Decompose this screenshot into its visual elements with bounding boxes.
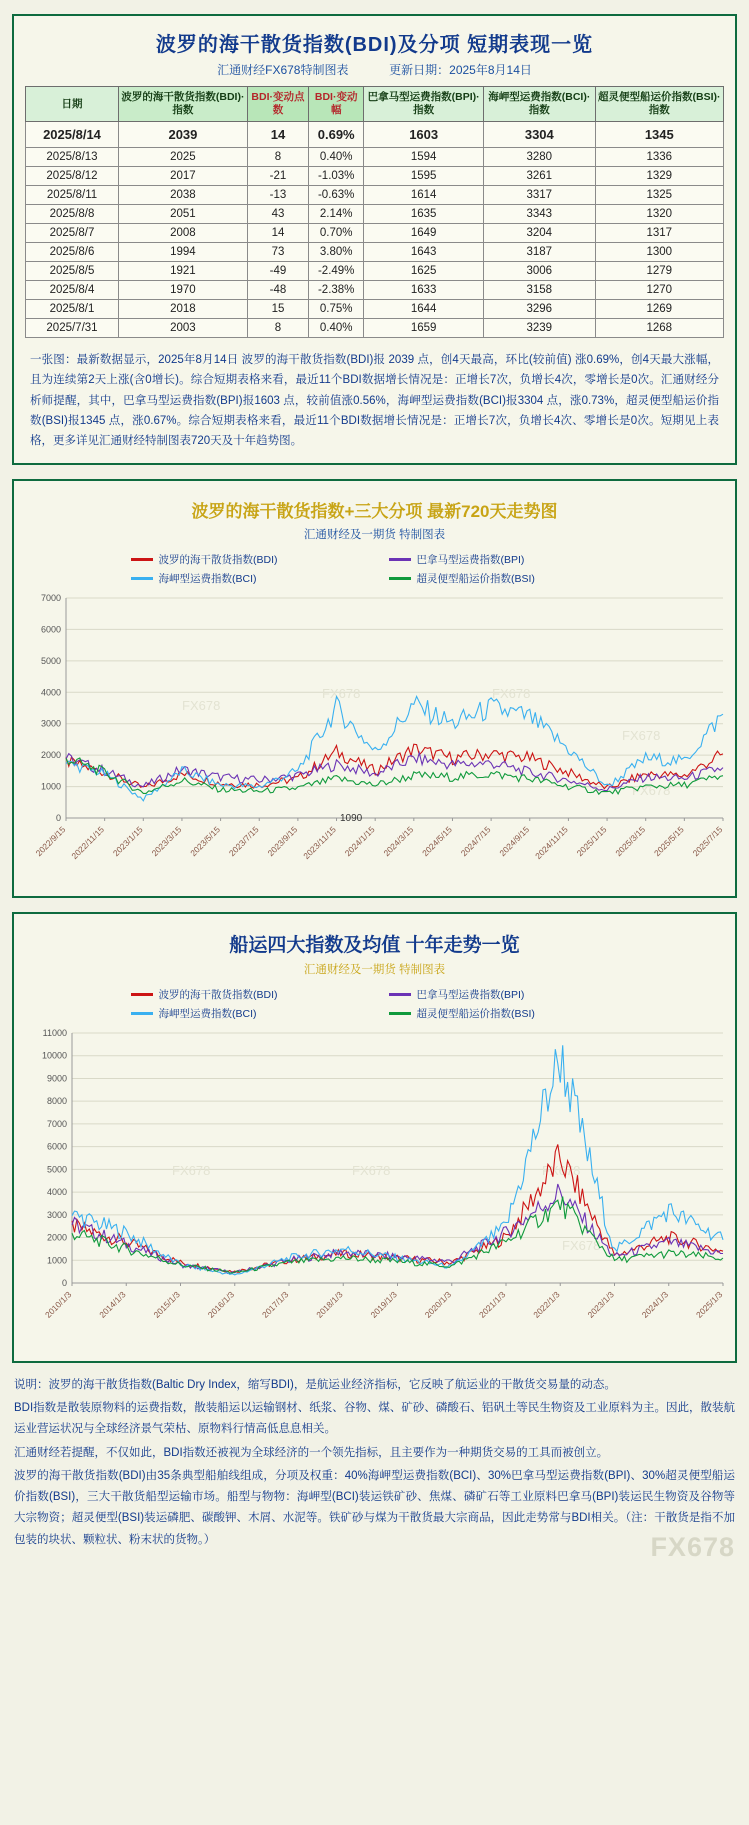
cell-bsi: 1270 — [595, 281, 723, 300]
svg-text:2025/3/15: 2025/3/15 — [613, 824, 648, 859]
svg-text:2022/9/15: 2022/9/15 — [33, 824, 68, 859]
svg-text:2015/1/3: 2015/1/3 — [151, 1289, 182, 1320]
cell-bpi: 1659 — [364, 319, 484, 338]
cell-date: 2025/8/4 — [26, 281, 119, 300]
svg-text:7000: 7000 — [40, 592, 61, 603]
svg-text:2024/5/15: 2024/5/15 — [420, 824, 454, 859]
cell-date: 2025/8/12 — [26, 167, 119, 186]
table-row — [26, 262, 724, 281]
cell-bdi: 1970 — [119, 281, 248, 300]
cell-date: 2025/8/7 — [26, 224, 119, 243]
table-row — [26, 167, 724, 186]
col-header-bsi: 超灵便型船运价指数(BSI)·指数 — [595, 87, 723, 122]
col-header-change: BDI·变动点数 — [247, 87, 308, 122]
chart-10y-title: 船运四大指数及均值 十年走势一览 — [229, 934, 520, 956]
cell-change: 43 — [247, 205, 308, 224]
legend-item-bci — [131, 1006, 361, 1021]
table-row — [26, 281, 724, 300]
cell-bci: 3187 — [484, 243, 596, 262]
cell-bci: 3317 — [484, 186, 596, 205]
legend-label-bci: 海岬型运费指数(BCI) — [158, 1007, 257, 1020]
svg-text:2024/1/15: 2024/1/15 — [342, 824, 377, 859]
cell-bpi: 1614 — [364, 186, 484, 205]
cell-bdi: 2039 — [119, 122, 248, 148]
svg-text:2023/9/15: 2023/9/15 — [265, 824, 300, 859]
cell-bpi: 1594 — [364, 148, 484, 167]
svg-text:FX678: FX678 — [632, 782, 671, 798]
svg-text:2024/3/15: 2024/3/15 — [381, 824, 416, 859]
chart-720-legend — [22, 544, 727, 590]
cell-date: 2025/7/31 — [26, 319, 119, 338]
cell-bdi: 2038 — [119, 186, 248, 205]
cell-date: 2025/8/13 — [26, 148, 119, 167]
cell-bdi: 2051 — [119, 205, 248, 224]
footer-line-1: 说明：波罗的海干散货指数(Baltic Dry Index，缩写BDI)，是航运业经济指标，它反映了航运业的干散货交易量的动态。 — [14, 1378, 616, 1391]
svg-text:5000: 5000 — [46, 1164, 67, 1175]
cell-bsi: 1336 — [595, 148, 723, 167]
cell-bsi: 1300 — [595, 243, 723, 262]
chart-10y-panel — [12, 912, 737, 1363]
svg-text:4000: 4000 — [40, 687, 61, 698]
svg-text:FX678: FX678 — [622, 727, 661, 743]
svg-text:1000: 1000 — [40, 781, 61, 792]
legend-label-bsi: 超灵便型船运价指数(BSI) — [416, 1007, 535, 1020]
legend-swatch-bsi — [389, 577, 411, 580]
col-header-date: 日期 — [26, 87, 119, 122]
cell-change: -13 — [247, 186, 308, 205]
svg-text:2022/1/3: 2022/1/3 — [531, 1289, 562, 1320]
cell-change: -21 — [247, 167, 308, 186]
cell-percent: 3.80% — [309, 243, 364, 262]
cell-bdi: 2018 — [119, 300, 248, 319]
chart-720-title: 波罗的海干散货指数+三大分项 最新720天走势图 — [191, 501, 558, 521]
chart-720-subtitle: 汇通财经及一期货 特制图表 — [303, 528, 446, 541]
svg-text:FX678: FX678 — [492, 685, 531, 701]
cell-bpi: 1595 — [364, 167, 484, 186]
cell-bsi: 1279 — [595, 262, 723, 281]
cell-bsi: 1329 — [595, 167, 723, 186]
table-update-date: 更新日期：2025年8月14日 — [389, 63, 532, 77]
legend-label-bdi: 波罗的海干散货指数(BDI) — [158, 553, 278, 566]
svg-text:2025/1/15: 2025/1/15 — [574, 824, 609, 859]
cell-bpi: 1643 — [364, 243, 484, 262]
footer-line-2: BDI指数是散装原物料的运费指数，散装船运以运输钢材、纸浆、谷物、煤、矿砂、磷酸石、铝矾土等民生物资及工业原料为主。因此，散装航运业营运状况与全球经济景气荣枯、原物料行情高低息息相关。 — [14, 1402, 735, 1436]
cell-bci: 3239 — [484, 319, 596, 338]
cell-bsi: 1320 — [595, 205, 723, 224]
cell-percent: 0.70% — [309, 224, 364, 243]
svg-text:2000: 2000 — [46, 1232, 67, 1243]
svg-text:FX678: FX678 — [352, 1162, 391, 1178]
cell-date: 2025/8/5 — [26, 262, 119, 281]
legend-item-bdi — [131, 552, 361, 567]
cell-bci: 3006 — [484, 262, 596, 281]
col-header-percent: BDI·变动幅 — [309, 87, 364, 122]
svg-text:2000: 2000 — [40, 750, 61, 761]
cell-bci: 3296 — [484, 300, 596, 319]
svg-text:3000: 3000 — [46, 1209, 67, 1220]
legend-label-bpi: 巴拿马型运费指数(BPI) — [416, 988, 525, 1001]
summary-note: 一张图：最新数据显示，2025年8月14日 波罗的海干散货指数(BDI)报 2039 点，创4天最高，环比(较前值) 涨0.69%，创4天最大涨幅，且为连续第2天上涨(含0增长)。综合短期表格来看，最近11个BDI数据增长情况是：正增长7次，负增长4次，零增长是0次。汇通财经分析师提醒，其中，巴拿马型运费指数(BPI)报1603 点，较前值涨0.56%，海岬型运费指数(BCI)报3304 点，涨0.73%，超灵便型船运价指数(BSI)报1345 点，涨0.67%。综合短期表格来看，最近11个BDI数据增长情况是：正增长7次，负增长4次、零增长是0次。短期见上表格，更多详见汇通财经特制图表720天及十年趋势图。 — [30, 354, 719, 447]
legend-swatch-bci — [131, 1012, 153, 1015]
svg-text:2019/1/3: 2019/1/3 — [368, 1289, 399, 1320]
svg-text:FX678: FX678 — [542, 1162, 581, 1178]
legend-item-bpi — [389, 987, 619, 1002]
footer-line-3: 汇通财经若提醒，不仅如此，BDI指数还被视为全球经济的一个领先指标，且主要作为一种期货交易的工具而被创立。 — [14, 1446, 609, 1459]
table-row — [26, 300, 724, 319]
svg-text:2016/1/3: 2016/1/3 — [205, 1289, 237, 1320]
svg-text:6000: 6000 — [46, 1141, 67, 1152]
svg-text:7000: 7000 — [46, 1118, 67, 1129]
cell-bpi: 1633 — [364, 281, 484, 300]
cell-bsi: 1345 — [595, 122, 723, 148]
svg-text:0: 0 — [55, 812, 61, 823]
cell-bpi: 1644 — [364, 300, 484, 319]
cell-percent: 0.75% — [309, 300, 364, 319]
cell-percent: -0.63% — [309, 186, 364, 205]
cell-bdi: 2025 — [119, 148, 248, 167]
svg-text:0: 0 — [61, 1277, 67, 1288]
svg-text:2023/11/15: 2023/11/15 — [301, 824, 338, 861]
svg-text:FX678: FX678 — [562, 1237, 601, 1253]
legend-item-bsi — [389, 571, 619, 586]
svg-text:6000: 6000 — [40, 624, 61, 635]
footer-watermark: FX678 — [650, 1532, 735, 1562]
cell-percent: 2.14% — [309, 205, 364, 224]
page-root — [0, 14, 749, 1569]
legend-item-bsi — [389, 1006, 619, 1021]
svg-text:9000: 9000 — [46, 1073, 67, 1084]
svg-text:2021/1/3: 2021/1/3 — [476, 1289, 508, 1320]
cell-bpi: 1603 — [364, 122, 484, 148]
col-header-bdi: 波罗的海干散货指数(BDI)·指数 — [119, 87, 248, 122]
cell-bpi: 1625 — [364, 262, 484, 281]
cell-bci: 3343 — [484, 205, 596, 224]
svg-text:2017/1/3: 2017/1/3 — [259, 1289, 291, 1320]
svg-text:2024/9/15: 2024/9/15 — [497, 824, 532, 859]
legend-label-bsi: 超灵便型船运价指数(BSI) — [416, 572, 535, 585]
svg-text:2020/1/3: 2020/1/3 — [422, 1289, 454, 1320]
table-subtitle — [14, 61, 735, 86]
cell-bpi: 1649 — [364, 224, 484, 243]
cell-change: -48 — [247, 281, 308, 300]
table-source-label: 汇通财经FX678特制图表 — [217, 63, 349, 77]
cell-change: 15 — [247, 300, 308, 319]
cell-bsi: 1269 — [595, 300, 723, 319]
svg-text:1090: 1090 — [340, 812, 363, 824]
cell-change: 8 — [247, 148, 308, 167]
cell-date: 2025/8/8 — [26, 205, 119, 224]
cell-bdi: 2008 — [119, 224, 248, 243]
svg-text:2025/5/15: 2025/5/15 — [651, 824, 686, 859]
svg-text:5000: 5000 — [40, 655, 61, 666]
cell-bdi: 1921 — [119, 262, 248, 281]
chart-10y-plot — [22, 1025, 737, 1355]
legend-item-bpi — [389, 552, 619, 567]
legend-swatch-bdi — [131, 558, 153, 561]
table-row — [26, 319, 724, 338]
cell-bsi: 1317 — [595, 224, 723, 243]
cell-date: 2025/8/11 — [26, 186, 119, 205]
cell-bsi: 1325 — [595, 186, 723, 205]
table-row — [26, 243, 724, 262]
svg-text:FX678: FX678 — [172, 1162, 211, 1178]
svg-text:4000: 4000 — [46, 1186, 67, 1197]
svg-text:2024/11/15: 2024/11/15 — [533, 824, 570, 861]
cell-bpi: 1635 — [364, 205, 484, 224]
svg-text:2023/7/15: 2023/7/15 — [226, 824, 261, 859]
cell-date: 2025/8/1 — [26, 300, 119, 319]
cell-bsi: 1268 — [595, 319, 723, 338]
legend-swatch-bpi — [389, 558, 411, 561]
svg-text:2023/1/15: 2023/1/15 — [110, 824, 145, 859]
cell-percent: 0.40% — [309, 148, 364, 167]
legend-swatch-bpi — [389, 993, 411, 996]
page-title: 波罗的海干散货指数(BDI)及分项 短期表现一览 — [155, 34, 594, 56]
cell-change: 14 — [247, 122, 308, 148]
cell-percent: -1.03% — [309, 167, 364, 186]
chart-10y-subtitle: 汇通财经及一期货 特制图表 — [303, 963, 446, 976]
cell-bci: 3204 — [484, 224, 596, 243]
cell-percent: 0.40% — [309, 319, 364, 338]
svg-text:2025/1/3: 2025/1/3 — [693, 1289, 725, 1320]
svg-text:2010/1/3: 2010/1/3 — [42, 1289, 74, 1320]
cell-change: 8 — [247, 319, 308, 338]
table-row — [26, 224, 724, 243]
footer-line-4: 波罗的海干散货指数(BDI)由35条典型船舶线组成，分项及权重：40%海岬型运费指数(BCI)、30%巴拿马型运费指数(BPI)、30%超灵便型船运价指数(BSI)，三大干散货船型运输市场。船型与物物：海岬型(BCI)装运铁矿砂、焦煤、磷矿石等工业原料巴拿马(BPI)装运民生物资及谷物等大宗物资；超灵便型(BSI)装运磷肥、碳酸钾、木屑、水泥等。铁矿砂与煤为干散货最大宗商品，因此走势常与BDI相关。（注：干散货是指不加包装的块状、颗粒状、粉末状的货物。） — [14, 1469, 735, 1546]
cell-bdi: 2017 — [119, 167, 248, 186]
cell-bdi: 2003 — [119, 319, 248, 338]
bdi-table-panel — [12, 14, 737, 465]
legend-item-bdi — [131, 987, 361, 1002]
cell-bci: 3261 — [484, 167, 596, 186]
legend-swatch-bci — [131, 577, 153, 580]
table-header-row — [26, 87, 724, 122]
cell-bci: 3158 — [484, 281, 596, 300]
svg-text:8000: 8000 — [46, 1096, 67, 1107]
table-row — [26, 186, 724, 205]
svg-text:3000: 3000 — [40, 718, 61, 729]
col-header-bpi: 巴拿马型运费指数(BPI)·指数 — [364, 87, 484, 122]
col-header-bci: 海岬型运费指数(BCI)·指数 — [484, 87, 596, 122]
table-row — [26, 148, 724, 167]
legend-item-bci — [131, 571, 361, 586]
chart-720-panel — [12, 479, 737, 898]
cell-change: -49 — [247, 262, 308, 281]
chart-720-plot — [22, 590, 737, 890]
svg-text:2025/7/15: 2025/7/15 — [690, 824, 725, 859]
svg-text:FX678: FX678 — [322, 685, 361, 701]
table-row — [26, 205, 724, 224]
chart-10y-legend — [22, 979, 727, 1025]
legend-label-bpi: 巴拿马型运费指数(BPI) — [416, 553, 525, 566]
svg-text:2023/3/15: 2023/3/15 — [149, 824, 184, 859]
cell-percent: -2.38% — [309, 281, 364, 300]
legend-swatch-bdi — [131, 993, 153, 996]
cell-percent: 0.69% — [309, 122, 364, 148]
legend-label-bci: 海岬型运费指数(BCI) — [158, 572, 257, 585]
svg-text:2014/1/3: 2014/1/3 — [97, 1289, 128, 1320]
cell-percent: -2.49% — [309, 262, 364, 281]
svg-text:2024/1/3: 2024/1/3 — [639, 1289, 671, 1320]
svg-text:2018/1/3: 2018/1/3 — [314, 1289, 345, 1320]
table-row — [26, 122, 724, 148]
svg-text:10000: 10000 — [41, 1050, 67, 1061]
bdi-table — [25, 86, 724, 338]
cell-date: 2025/8/14 — [26, 122, 119, 148]
svg-text:FX678: FX678 — [182, 697, 221, 713]
cell-date: 2025/8/6 — [26, 243, 119, 262]
cell-change: 73 — [247, 243, 308, 262]
svg-text:1000: 1000 — [46, 1255, 67, 1266]
svg-text:2023/5/15: 2023/5/15 — [188, 824, 223, 859]
svg-text:2022/11/15: 2022/11/15 — [69, 824, 107, 861]
svg-text:11000: 11000 — [42, 1027, 67, 1038]
cell-bci: 3304 — [484, 122, 596, 148]
svg-text:2023/1/3: 2023/1/3 — [585, 1289, 616, 1320]
legend-swatch-bsi — [389, 1012, 411, 1015]
svg-text:2024/7/15: 2024/7/15 — [458, 824, 493, 859]
cell-bdi: 1994 — [119, 243, 248, 262]
cell-change: 14 — [247, 224, 308, 243]
cell-bci: 3280 — [484, 148, 596, 167]
footer-notes — [0, 1363, 749, 1559]
legend-label-bdi: 波罗的海干散货指数(BDI) — [158, 988, 278, 1001]
